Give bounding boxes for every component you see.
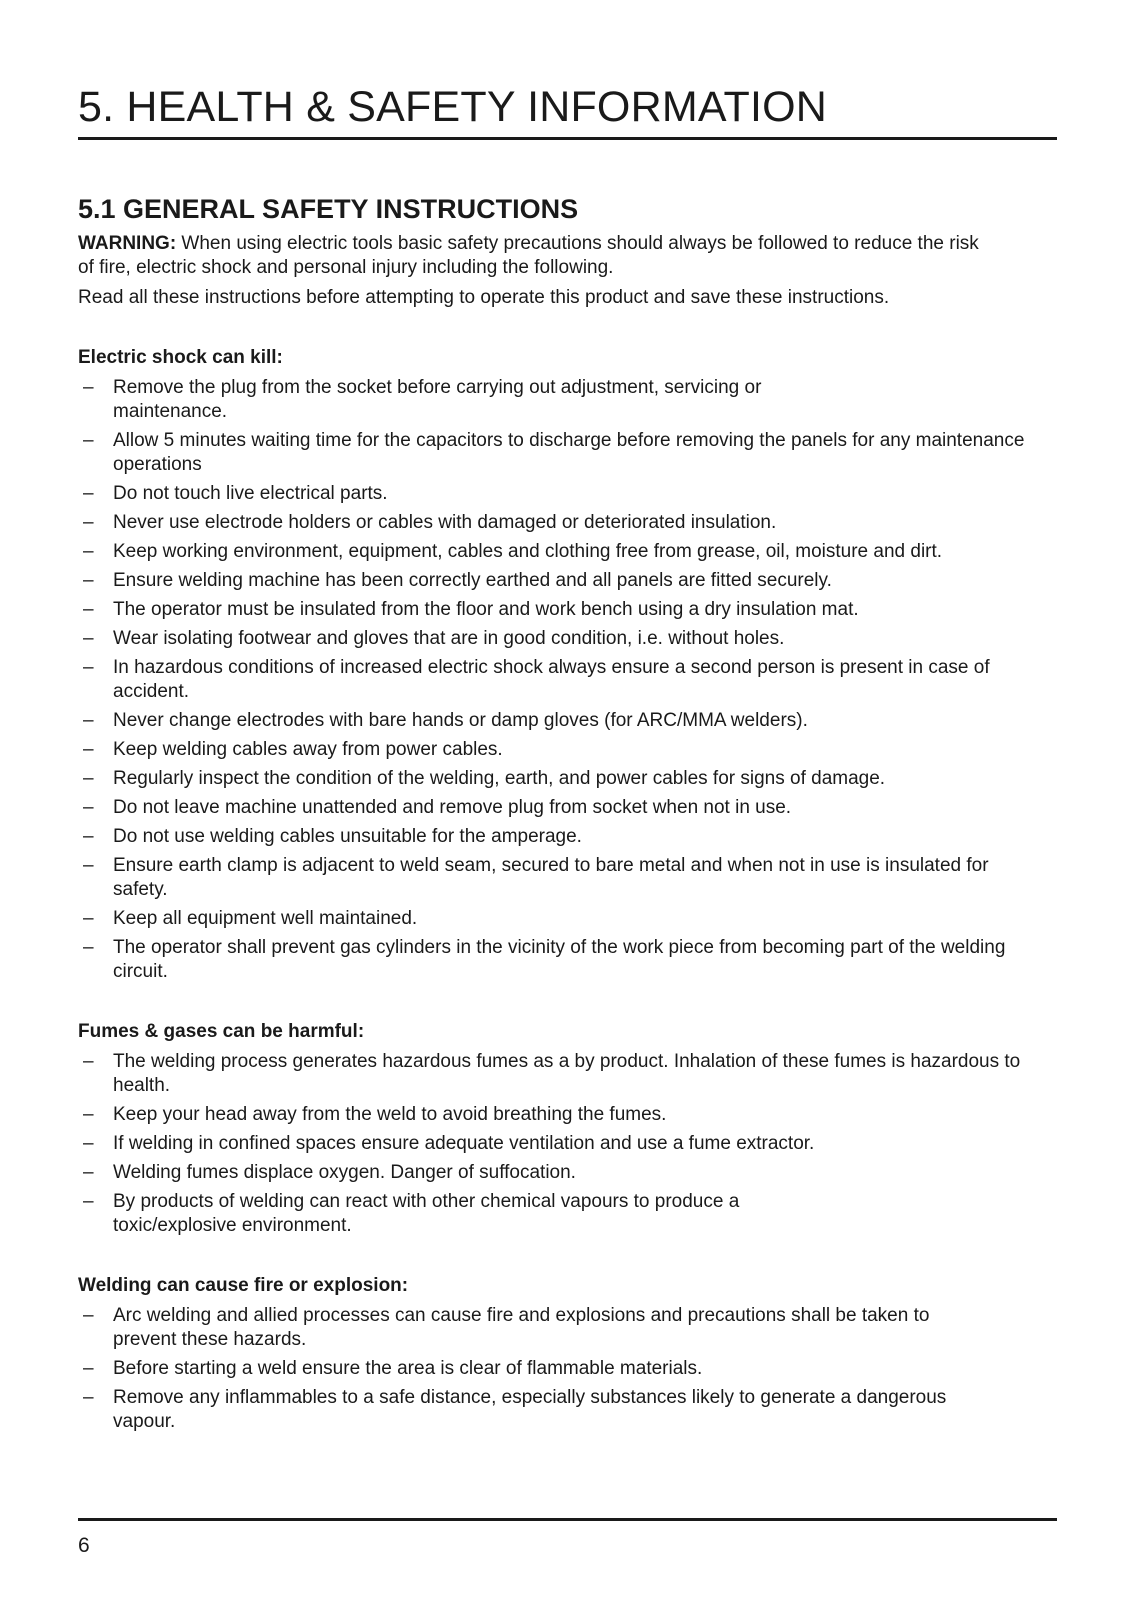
dash-bullet: – — [83, 1051, 94, 1072]
list-item: – Never use electrode holders or cables with damaged or deteriorated insulation. — [83, 512, 777, 533]
warning-text: When using electric tools basic safety precautions should always be followed to reduce the risk of fire, electric shock and personal injury including the following. — [78, 233, 979, 278]
page-title: 5. HEALTH & SAFETY INFORMATION — [78, 83, 828, 131]
list-item: – Wear isolating footwear and gloves that are in good condition, i.e. without holes. — [83, 628, 785, 649]
footer-divider — [78, 1518, 1057, 1521]
list-item: – Keep your head away from the weld to avoid breathing the fumes. — [83, 1104, 667, 1125]
title-divider — [78, 137, 1057, 140]
dash-bullet: – — [83, 937, 94, 958]
list-item: – Ensure welding machine has been correctly earthed and all panels are fitted securely. — [83, 570, 832, 591]
dash-bullet: – — [83, 483, 94, 504]
list-item: – Arc welding and allied processes can cause fire and explosions and precautions shall be taken to prevent these hazards. — [83, 1305, 930, 1350]
bullet-list-fumes-gases — [78, 1050, 1063, 1238]
dash-bullet: – — [83, 1104, 94, 1125]
list-item: – Do not touch live electrical parts. — [83, 483, 388, 504]
list-item: – The operator shall prevent gas cylinders in the vicinity of the work piece from becoming part of the welding circuit. — [83, 937, 1006, 982]
list-item: – By products of welding can react with other chemical vapours to produce a toxic/explosive environment. — [83, 1191, 740, 1236]
page-content — [78, 191, 1063, 1439]
warning-paragraph — [78, 232, 998, 280]
dash-bullet: – — [83, 826, 94, 847]
dash-bullet: – — [83, 768, 94, 789]
list-item: – In hazardous conditions of increased electric shock always ensure a second person is present in case of accident. — [83, 657, 990, 702]
group-heading-fumes-gases: Fumes & gases can be harmful: — [78, 1021, 365, 1042]
dash-bullet: – — [83, 1162, 94, 1183]
bullet-list-fire-explosion — [78, 1304, 1063, 1434]
read-instructions-paragraph: Read all these instructions before attempting to operate this product and save these instructions. — [78, 287, 890, 308]
dash-bullet: – — [83, 430, 94, 451]
list-item: – Remove the plug from the socket before carrying out adjustment, servicing or maintenance. — [83, 377, 762, 422]
list-item: – Remove any inflammables to a safe distance, especially substances likely to generate a dangerous vapour. — [83, 1387, 947, 1432]
page-number: 6 — [78, 1534, 90, 1557]
list-item: – Do not leave machine unattended and remove plug from socket when not in use. — [83, 797, 792, 818]
dash-bullet: – — [83, 908, 94, 929]
warning-label: WARNING: — [78, 233, 177, 254]
dash-bullet: – — [83, 1387, 94, 1408]
dash-bullet: – — [83, 1191, 94, 1212]
dash-bullet: – — [83, 1305, 94, 1326]
dash-bullet: – — [83, 739, 94, 760]
dash-bullet: – — [83, 1358, 94, 1379]
dash-bullet: – — [83, 1133, 94, 1154]
dash-bullet: – — [83, 797, 94, 818]
group-fire-explosion — [78, 1274, 1063, 1434]
list-item: – Keep all equipment well maintained. — [83, 908, 418, 929]
dash-bullet: – — [83, 377, 94, 398]
list-item: – The welding process generates hazardous fumes as a by product. Inhalation of these fumes is hazardous to health. — [83, 1051, 1021, 1096]
group-fumes-gases — [78, 1020, 1063, 1238]
list-item: – Do not use welding cables unsuitable for the amperage. — [83, 826, 582, 847]
list-item: – Keep welding cables away from power cables. — [83, 739, 503, 760]
group-electric-shock — [78, 346, 1063, 984]
list-item: – The operator must be insulated from the floor and work bench using a dry insulation mat. — [83, 599, 859, 620]
list-item: – Ensure earth clamp is adjacent to weld seam, secured to bare metal and when not in use is insulated for safety. — [83, 855, 989, 900]
dash-bullet: – — [83, 628, 94, 649]
list-item: – Before starting a weld ensure the area is clear of flammable materials. — [83, 1358, 703, 1379]
list-item: – Keep working environment, equipment, cables and clothing free from grease, oil, moisture and dirt. — [83, 541, 943, 562]
dash-bullet: – — [83, 657, 94, 678]
list-item: – Never change electrodes with bare hands or damp gloves (for ARC/MMA welders). — [83, 710, 808, 731]
list-item: – If welding in confined spaces ensure adequate ventilation and use a fume extractor. — [83, 1133, 815, 1154]
dash-bullet: – — [83, 710, 94, 731]
list-item: – Allow 5 minutes waiting time for the capacitors to discharge before removing the panels for any maintenance operations — [83, 430, 1025, 475]
group-heading-electric-shock: Electric shock can kill: — [78, 347, 283, 368]
dash-bullet: – — [83, 512, 94, 533]
dash-bullet: – — [83, 541, 94, 562]
bullet-list-electric-shock — [78, 376, 1063, 984]
dash-bullet: – — [83, 570, 94, 591]
dash-bullet: – — [83, 855, 94, 876]
section-heading: 5.1 GENERAL SAFETY INSTRUCTIONS — [78, 194, 579, 224]
list-item: – Regularly inspect the condition of the welding, earth, and power cables for signs of damage. — [83, 768, 886, 789]
group-heading-fire-explosion: Welding can cause fire or explosion: — [78, 1275, 409, 1296]
list-item: – Welding fumes displace oxygen. Danger of suffocation. — [83, 1162, 576, 1183]
dash-bullet: – — [83, 599, 94, 620]
